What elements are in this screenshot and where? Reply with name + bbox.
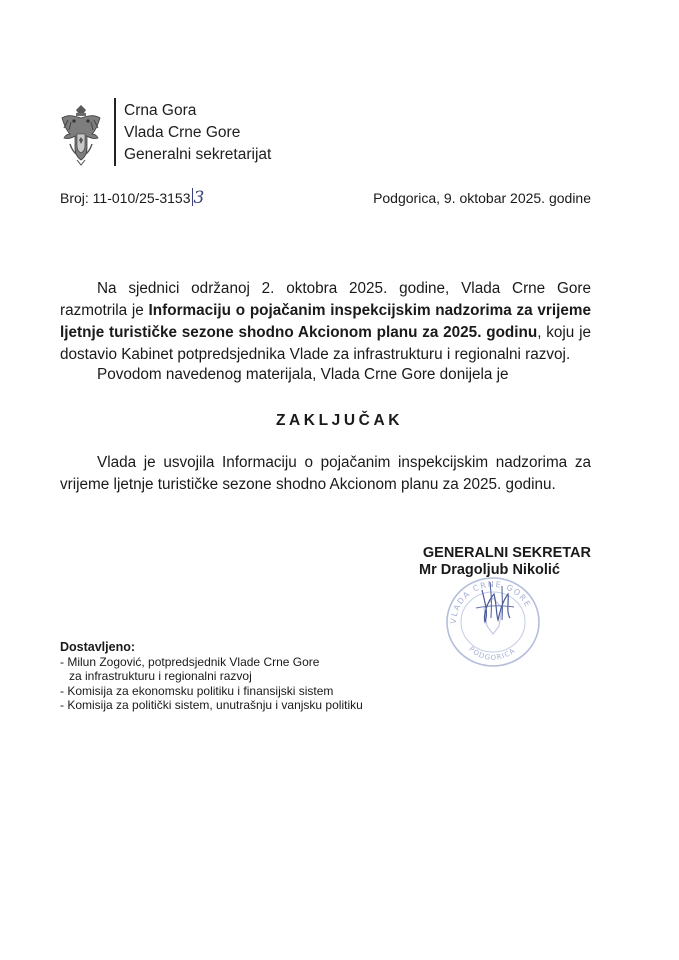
handwritten-mark: [192, 188, 193, 206]
official-seal-icon: [436, 572, 550, 670]
conclusion-text: Vlada je usvojila Informaciju o pojačanim inspekcijskim nadzorima za vrijeme ljetnje turističke sezone shodno Akcionom planu za 2025. godinu.: [60, 454, 591, 493]
header-government: Vlada Crne Gore: [124, 124, 241, 141]
paragraph-decision-lead: Povodom navedenog materijala, Vlada Crne Gore donijela je: [97, 366, 509, 383]
reference-number: [60, 188, 204, 208]
distribution-item-continuation: za infrastrukturu i regionalni razvoj: [69, 669, 252, 684]
place-date: Podgorica, 9. oktobar 2025. godine: [373, 190, 591, 206]
reference-handwritten: 3: [193, 188, 205, 208]
coat-of-arms-icon: [58, 104, 104, 166]
distribution-item: - Milun Zogović, potpredsjednik Vlade Crne Gore: [60, 654, 320, 669]
distribution-list: [60, 640, 363, 713]
distribution-heading: Dostavljeno:: [60, 640, 136, 654]
header-country: Crna Gora: [124, 102, 197, 119]
paragraph-intro: [60, 278, 591, 366]
conclusion-title: ZAKLJUČAK: [275, 412, 404, 429]
svg-text:PODGORICA: PODGORICA: [467, 645, 518, 662]
signatory-title: GENERALNI SEKRETAR: [422, 545, 591, 561]
paragraph-conclusion: [60, 452, 591, 496]
reference-number-text: Broj: 11-010/25-3153: [60, 190, 191, 206]
intro-text-a: Na sjednici održanoj 2. oktobra 2025. godine, Vlada Crne Gore razmotrila je: [60, 280, 591, 319]
intro-text-bold: Informaciju o pojačanim inspekcijskim nadzorima za vrijeme ljetnje turističke sezone shodno Akcionom planu za 2025. godinu: [60, 302, 591, 341]
intro-text-b: , koju je dostavio Kabinet potpredsjednika Vlade za infrastrukturu i regionalni razvoj.: [60, 324, 592, 363]
signatory-name: Mr Dragoljub Nikolić: [419, 562, 560, 578]
distribution-item: - Komisija za ekonomsku politiku i finansijski sistem: [60, 683, 334, 698]
header-department: Generalni sekretarijat: [124, 146, 272, 163]
header-divider: [114, 98, 116, 166]
distribution-item: - Komisija za politički sistem, unutrašnju i vanjsku politiku: [60, 698, 363, 713]
svg-text:VLADA CRNE GORE: VLADA CRNE GORE: [448, 579, 533, 625]
